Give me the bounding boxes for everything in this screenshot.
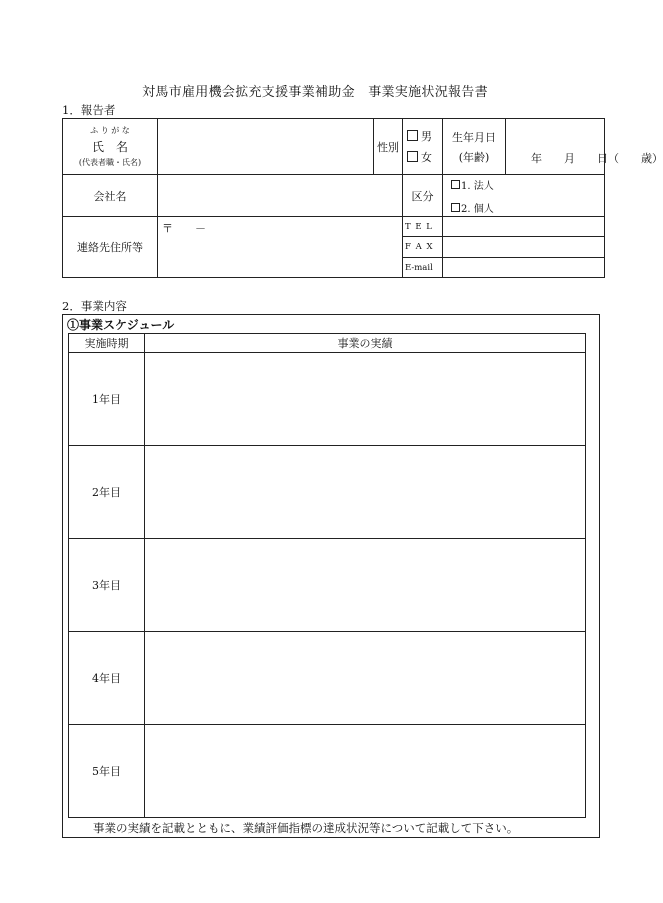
postal-code-field: 〒 － <box>162 222 206 235</box>
year-result-field[interactable] <box>145 632 586 725</box>
name-label-cell <box>63 119 158 175</box>
birth-date-field[interactable]: 年 月 日（ 歳） <box>531 152 663 165</box>
tel-label: T E L <box>403 217 443 237</box>
period-header: 実施時期 <box>69 334 145 353</box>
fax-field[interactable] <box>443 237 605 258</box>
company-label: 会社名 <box>63 175 158 217</box>
email-label: E-mail <box>403 258 443 278</box>
document-title: 対馬市雇用機会拡充支援事業補助金 事業実施状況報告書 <box>142 85 488 100</box>
category-label: 区分 <box>403 175 443 217</box>
female-checkbox[interactable] <box>407 151 418 162</box>
company-field[interactable] <box>158 175 403 217</box>
section-business-heading: 2．事業内容 <box>62 299 127 313</box>
section-reporter-heading: 1．報告者 <box>62 103 116 117</box>
name-label: 氏 名 <box>91 140 128 154</box>
gender-options <box>403 119 443 175</box>
furigana-label: ふ り が な <box>90 126 130 135</box>
schedule-table <box>68 333 586 818</box>
birth-label: 生年月日 <box>452 131 496 144</box>
reporter-table <box>62 118 663 278</box>
male-checkbox[interactable] <box>407 130 418 141</box>
email-field[interactable] <box>443 258 605 278</box>
corporation-checkbox[interactable] <box>451 180 460 189</box>
year-result-field[interactable] <box>145 446 586 539</box>
birth-cell <box>443 119 663 175</box>
schedule-heading: ①事業スケジュール <box>67 318 175 332</box>
result-header: 事業の実績 <box>145 334 586 353</box>
individual-label: 2. 個人 <box>461 203 494 215</box>
individual-checkbox[interactable] <box>451 203 460 212</box>
instruction-note: 事業の実績を記載とともに、業績評価指標の達成状況等について記載して下さい。 <box>93 821 519 835</box>
fax-label: F A X <box>403 237 443 258</box>
female-label: 女 <box>421 151 432 164</box>
age-label: (年齢) <box>458 151 490 164</box>
tel-field[interactable] <box>443 217 605 237</box>
year-result-field[interactable] <box>145 539 586 632</box>
corporation-label: 1. 法人 <box>461 180 494 192</box>
address-field[interactable] <box>158 217 403 278</box>
category-options <box>443 175 605 217</box>
name-field[interactable] <box>158 119 374 175</box>
year-label: 2年目 <box>69 446 145 539</box>
representative-note: (代表者職・氏名) <box>78 158 142 167</box>
year-label: 4年目 <box>69 632 145 725</box>
contact-label: 連絡先住所等 <box>63 217 158 278</box>
gender-label: 性別 <box>374 119 403 175</box>
year-label: 3年目 <box>69 539 145 632</box>
year-result-field[interactable] <box>145 725 586 818</box>
male-label: 男 <box>421 130 432 143</box>
year-result-field[interactable] <box>145 353 586 446</box>
year-label: 5年目 <box>69 725 145 818</box>
year-label: 1年目 <box>69 353 145 446</box>
